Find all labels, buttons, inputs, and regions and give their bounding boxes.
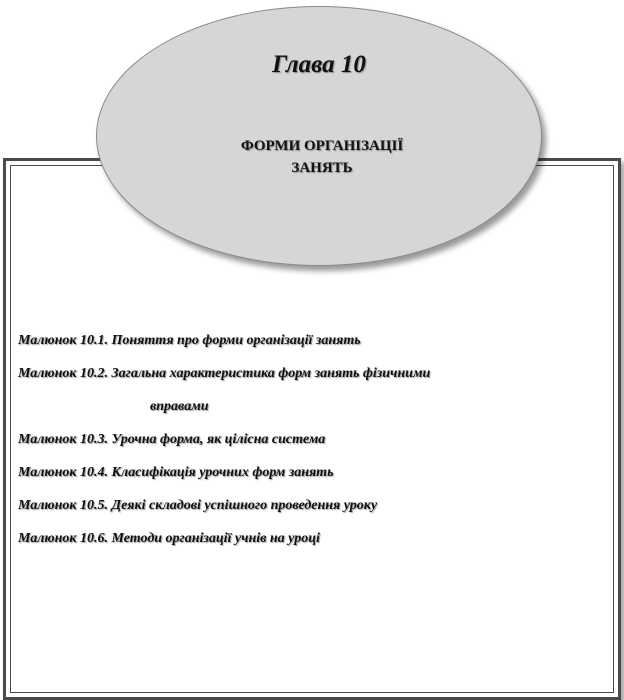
chapter-subtitle-line-2: ЗАНЯТЬ	[291, 160, 353, 176]
figure-item-text: Малюнок 10.4. Класифікація урочних форм занять	[18, 465, 334, 480]
chapter-subtitle	[97, 135, 541, 179]
figure-item-10-3	[18, 431, 608, 448]
figure-item-10-1	[18, 332, 608, 349]
figure-item-text: Малюнок 10.1. Поняття про форми організації занять	[18, 333, 361, 348]
figure-item-text: Малюнок 10.3. Урочна форма, як цілісна система	[18, 432, 326, 447]
chapter-title: Глава 10	[272, 51, 366, 78]
figure-item-text: Малюнок 10.6. Методи організації учнів на уроці	[18, 531, 320, 546]
figure-item-10-6	[18, 530, 608, 547]
figure-item-10-4	[18, 464, 608, 481]
figure-item-text: Малюнок 10.5. Деякі складові успішного проведення уроку	[18, 498, 378, 513]
figure-item-10-2	[18, 365, 608, 415]
figure-item-continuation: вправами	[150, 399, 209, 414]
figure-item-10-5	[18, 497, 608, 514]
figure-item-text: Малюнок 10.2. Загальна характеристика форм занять фізичними	[18, 366, 431, 381]
chapter-subtitle-line-1: ФОРМИ ОРГАНІЗАЦІЇ	[240, 138, 404, 154]
chapter-header-ellipse	[96, 6, 542, 266]
figure-list	[18, 332, 608, 563]
